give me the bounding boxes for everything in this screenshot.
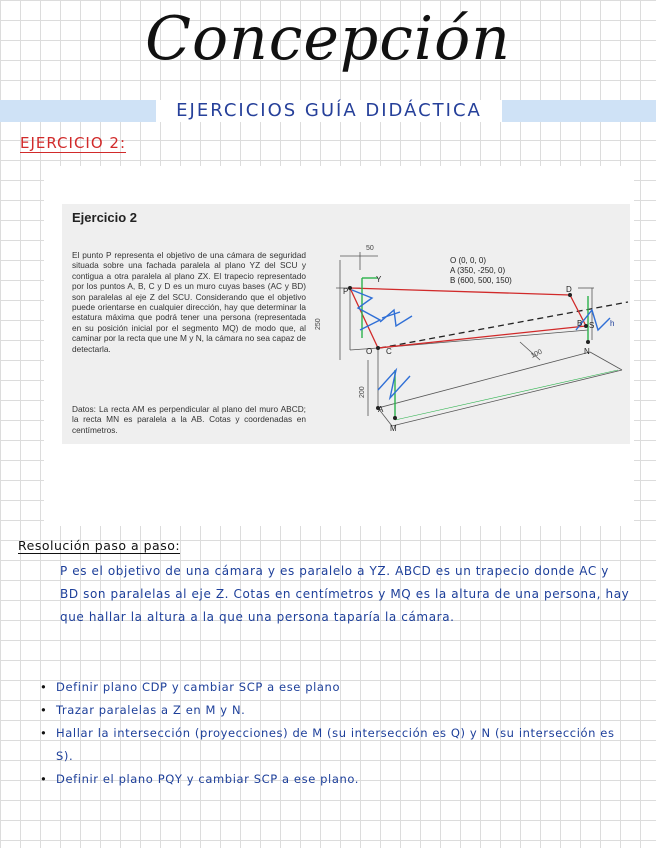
scan-data: Datos: La recta AM es perpendicular al plano del muro ABCD; la recta MN es paralela a la AB. Cotas y coordenadas en centímetros.	[72, 404, 306, 435]
list-item: • Definir plano CDP y cambiar SCP a ese plano	[40, 676, 630, 699]
list-item: • Definir el plano PQY y cambiar SCP a ese plano.	[40, 768, 630, 791]
label-a: A	[378, 405, 384, 414]
green-lines	[362, 278, 588, 418]
label-p: P	[343, 287, 349, 296]
dim-100: 100	[529, 348, 544, 360]
steps-list	[40, 676, 630, 791]
page-subtitle: EJERCICIOS GUÍA DIDÁCTICA	[176, 100, 482, 121]
label-b: B	[577, 319, 583, 328]
dim-200: 200	[359, 386, 366, 398]
scan-title: Ejercicio 2	[72, 210, 138, 225]
exercise-label: EJERCICIO 2:	[20, 134, 127, 152]
label-d: D	[566, 285, 572, 294]
diagram-points	[348, 286, 590, 420]
coord-b: B (600, 500, 150)	[450, 276, 512, 285]
blue-strokes	[352, 290, 610, 398]
label-o: O	[366, 347, 373, 356]
label-h: h	[610, 319, 615, 328]
list-item: • Trazar paralelas a Z en M y N.	[40, 699, 630, 722]
list-item: • Hallar la intersección (proyecciones) de M (su intersección es Q) y N (su intersección es S).	[40, 722, 630, 768]
label-c: C	[386, 347, 392, 356]
geometry-diagram	[300, 230, 630, 440]
dim-50: 50	[366, 245, 374, 252]
resolution-heading: Resolución paso a paso:	[18, 538, 181, 553]
dim-250: 250	[315, 318, 322, 330]
label-y: Y	[376, 275, 382, 284]
coord-a: A (350, -250, 0)	[450, 266, 506, 275]
page-title: Concepción	[145, 4, 511, 74]
coord-o: O (0, 0, 0)	[450, 256, 487, 265]
label-m: M	[390, 424, 397, 433]
label-n: N	[584, 347, 590, 356]
scan-statement: El punto P representa el objetivo de una cámara de seguridad situada sobre una fachada paralela al plano YZ del SCU y contigua a otra paralela al plano ZX. El trapecio representado por los puntos A, B, C y D es un muro cuyas bases (AC y BD) son paralelas al eje Z del SCU. Considerando que el objetivo puede orientarse en cualquier dirección, hay que determinar la estatura máxima que podrá tener una persona (representada en su posición inicial por el segmento MQ) de modo que, al caminar por la recta que une M y N, la cámara no sea capaz de detectarla.	[72, 250, 306, 354]
resolution-text: P es el objetivo de una cámara y es paralelo a YZ. ABCD es un trapecio donde AC y BD son paralelas al eje Z. Cotas en centímetros y MQ es la altura de una persona, hay que hallar la altura a la que una persona taparía la cámara.	[60, 564, 630, 624]
label-s: S	[589, 321, 595, 330]
